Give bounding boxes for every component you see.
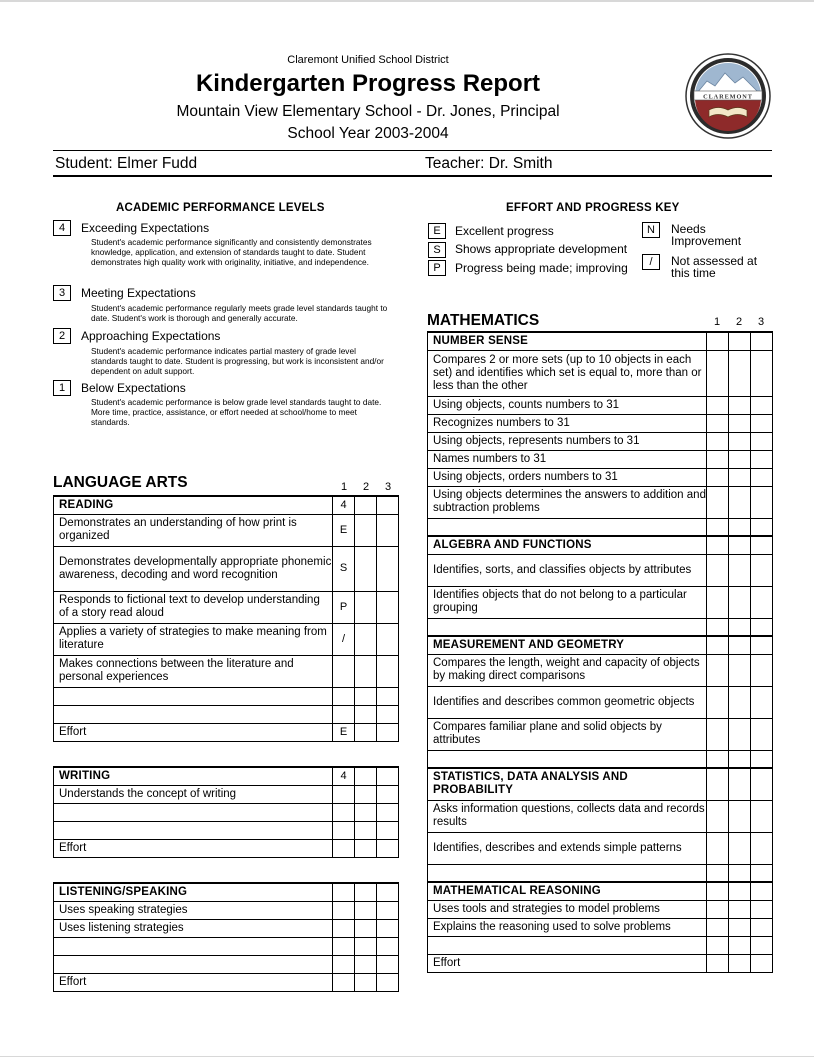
table-row xyxy=(428,450,773,468)
table-row xyxy=(54,514,399,546)
skill-text: Compares the length, weight and capacity of objects by making direct comparisons xyxy=(428,654,707,686)
table-header-row xyxy=(428,332,773,350)
blank-row xyxy=(428,936,773,954)
table-row xyxy=(428,918,773,936)
skill-text: Applies a variety of strategies to make meaning from literature xyxy=(54,623,333,655)
district-name: Claremont Unified School District xyxy=(287,54,449,66)
mark-cell xyxy=(333,973,355,991)
table-header-row xyxy=(54,883,399,901)
skill-text: Uses listening strategies xyxy=(54,919,333,937)
effort-row xyxy=(54,973,399,991)
table-header-row xyxy=(428,536,773,554)
effort-label: Effort xyxy=(54,839,333,857)
section-header: MATHEMATICAL REASONING xyxy=(428,882,707,900)
blank-row xyxy=(54,705,399,723)
teacher-name: Teacher: Dr. Smith xyxy=(425,155,553,172)
mark-cell: 4 xyxy=(333,767,355,785)
key-text: Shows appropriate development xyxy=(455,242,628,256)
school-name: Mountain View Elementary School - Dr. Jones, Principal xyxy=(176,103,560,120)
section-header: STATISTICS, DATA ANALYSIS AND PROBABILITY xyxy=(428,768,707,800)
table-row xyxy=(428,586,773,618)
level-description: Student's academic performance indicates partial mastery of grade level standards taught to date. Student is progressing, but work is inconsistent and/or dependent on adult support. xyxy=(91,346,384,376)
table-row xyxy=(428,554,773,586)
blank-row xyxy=(428,518,773,536)
effort-label: Effort xyxy=(428,954,707,972)
table-row xyxy=(428,900,773,918)
table-row xyxy=(428,800,773,832)
mathematics-title: MATHEMATICS xyxy=(427,312,540,329)
mark-cell xyxy=(333,655,355,687)
table-row xyxy=(428,486,773,518)
skill-text: Recognizes numbers to 31 xyxy=(428,414,707,432)
column-number: 3 xyxy=(384,481,392,493)
effort-key-title: EFFORT AND PROGRESS KEY xyxy=(506,202,680,214)
mark-cell: E xyxy=(333,723,355,741)
mark-cell xyxy=(333,901,355,919)
key-text: Excellent progress xyxy=(455,224,554,238)
skill-text: Using objects, counts numbers to 31 xyxy=(428,396,707,414)
mark-cell xyxy=(333,919,355,937)
table-row xyxy=(54,901,399,919)
column-numbers xyxy=(333,481,399,495)
level-box: 3 xyxy=(53,285,71,301)
skill-text: Demonstrates developmentally appropriate phonemic awareness, decoding and word recognition xyxy=(54,546,333,591)
table-row xyxy=(428,432,773,450)
level-description: Student's academic performance significantly and consistently demonstrates knowledge, application, and extension of standards taught to date. Student demonstrates high quality work with originality, initiative, and independence. xyxy=(91,237,372,267)
skill-text: Compares familiar plane and solid objects by attributes xyxy=(428,718,707,750)
table-header-row xyxy=(428,636,773,654)
skill-text: Uses speaking strategies xyxy=(54,901,333,919)
level-description: Student's academic performance is below grade level standards taught to date. More time, practice, assistance, or effort needed at school/home to meet standards. xyxy=(91,397,382,427)
key-box: / xyxy=(642,254,660,270)
table-row xyxy=(428,718,773,750)
skill-text: Responds to fictional text to develop understanding of a story read aloud xyxy=(54,591,333,623)
blank-row xyxy=(54,821,399,839)
column-number: 3 xyxy=(757,316,765,328)
effort-row xyxy=(54,839,399,857)
table-row xyxy=(428,396,773,414)
mark-cell: / xyxy=(333,623,355,655)
reading-table xyxy=(53,495,399,742)
mathematics-table xyxy=(427,331,773,973)
language-arts-title: LANGUAGE ARTS xyxy=(53,474,188,491)
table-header-row xyxy=(428,882,773,900)
table-row xyxy=(428,654,773,686)
writing-table xyxy=(53,766,399,858)
skill-text: Names numbers to 31 xyxy=(428,450,707,468)
section-header: ALGEBRA AND FUNCTIONS xyxy=(428,536,707,554)
level-title: Exceeding Expectations xyxy=(81,221,210,235)
table-row xyxy=(428,832,773,864)
skill-text: Identifies and describes common geometric objects xyxy=(428,686,707,718)
blank-row xyxy=(54,955,399,973)
level-box: 2 xyxy=(53,328,71,344)
report-title: Kindergarten Progress Report xyxy=(195,70,541,97)
mark-cell: 4 xyxy=(333,496,355,514)
skill-text: Understands the concept of writing xyxy=(54,785,333,803)
level-title: Below Expectations xyxy=(81,381,186,395)
skill-text: Uses tools and strategies to model problems xyxy=(428,900,707,918)
column-number: 1 xyxy=(340,481,348,493)
key-box: E xyxy=(428,223,446,239)
listening-speaking-table xyxy=(53,882,399,992)
skill-text: Asks information questions, collects data and records results xyxy=(428,800,707,832)
table-row xyxy=(428,686,773,718)
skill-text: Explains the reasoning used to solve problems xyxy=(428,918,707,936)
table-header-row xyxy=(54,767,399,785)
level-box: 4 xyxy=(53,220,71,236)
blank-row xyxy=(54,803,399,821)
effort-row xyxy=(428,954,773,972)
table-header-row xyxy=(54,496,399,514)
skill-text: Compares 2 or more sets (up to 10 objects in each set) and identifies which set is equal to, more than or less than the other xyxy=(428,350,707,396)
level-description: Student's academic performance regularly meets grade level standards taught to date. Student's work is thorough and generally accurate. xyxy=(91,303,388,323)
effort-row xyxy=(54,723,399,741)
table-row xyxy=(54,919,399,937)
section-header: READING xyxy=(54,496,333,514)
skill-text: Identifies objects that do not belong to a particular grouping xyxy=(428,586,707,618)
blank-row xyxy=(54,937,399,955)
column-numbers xyxy=(706,316,772,330)
mark-cell xyxy=(333,785,355,803)
blank-row xyxy=(428,750,773,768)
column-number: 1 xyxy=(713,316,721,328)
column-number: 2 xyxy=(362,481,370,493)
skill-text: Using objects determines the answers to addition and subtraction problems xyxy=(428,486,707,518)
skill-text: Identifies, describes and extends simple patterns xyxy=(428,832,707,864)
blank-row xyxy=(428,864,773,882)
table-row xyxy=(428,468,773,486)
section-header: NUMBER SENSE xyxy=(428,332,707,350)
table-row xyxy=(54,785,399,803)
mark-cell: S xyxy=(333,546,355,591)
table-row xyxy=(54,546,399,591)
academic-levels-title: ACADEMIC PERFORMANCE LEVELS xyxy=(116,202,325,214)
key-text: Progress being made; improving xyxy=(455,261,628,275)
section-header: MEASUREMENT AND GEOMETRY xyxy=(428,636,707,654)
section-header: WRITING xyxy=(54,767,333,785)
table-row xyxy=(54,623,399,655)
key-box: N xyxy=(642,222,660,238)
column-number: 2 xyxy=(735,316,743,328)
table-row xyxy=(428,350,773,396)
skill-text: Demonstrates an understanding of how print is organized xyxy=(54,514,333,546)
level-box: 1 xyxy=(53,380,71,396)
effort-label: Effort xyxy=(54,723,333,741)
skill-text: Using objects, orders numbers to 31 xyxy=(428,468,707,486)
table-header-row xyxy=(428,768,773,800)
mark-cell: E xyxy=(333,514,355,546)
key-text: Not assessed at this time xyxy=(671,254,758,280)
level-title: Meeting Expectations xyxy=(81,286,196,300)
mark-cell xyxy=(333,883,355,901)
section-header: LISTENING/SPEAKING xyxy=(54,883,333,901)
skill-text: Using objects, represents numbers to 31 xyxy=(428,432,707,450)
blank-row xyxy=(54,687,399,705)
table-row xyxy=(54,655,399,687)
table-row xyxy=(428,414,773,432)
mark-cell xyxy=(333,839,355,857)
key-box: S xyxy=(428,242,446,258)
key-text: Needs Improvement xyxy=(671,222,742,248)
school-year: School Year 2003-2004 xyxy=(287,125,449,142)
table-row xyxy=(54,591,399,623)
blank-row xyxy=(428,618,773,636)
mark-cell: P xyxy=(333,591,355,623)
effort-label: Effort xyxy=(54,973,333,991)
key-box: P xyxy=(428,260,446,276)
skill-text: Identifies, sorts, and classifies objects by attributes xyxy=(428,554,707,586)
student-name: Student: Elmer Fudd xyxy=(55,155,198,172)
level-title: Approaching Expectations xyxy=(81,329,221,343)
svg-text:CLAREMONT: CLAREMONT xyxy=(703,93,753,101)
district-seal-logo xyxy=(685,53,771,139)
skill-text: Makes connections between the literature and personal experiences xyxy=(54,655,333,687)
